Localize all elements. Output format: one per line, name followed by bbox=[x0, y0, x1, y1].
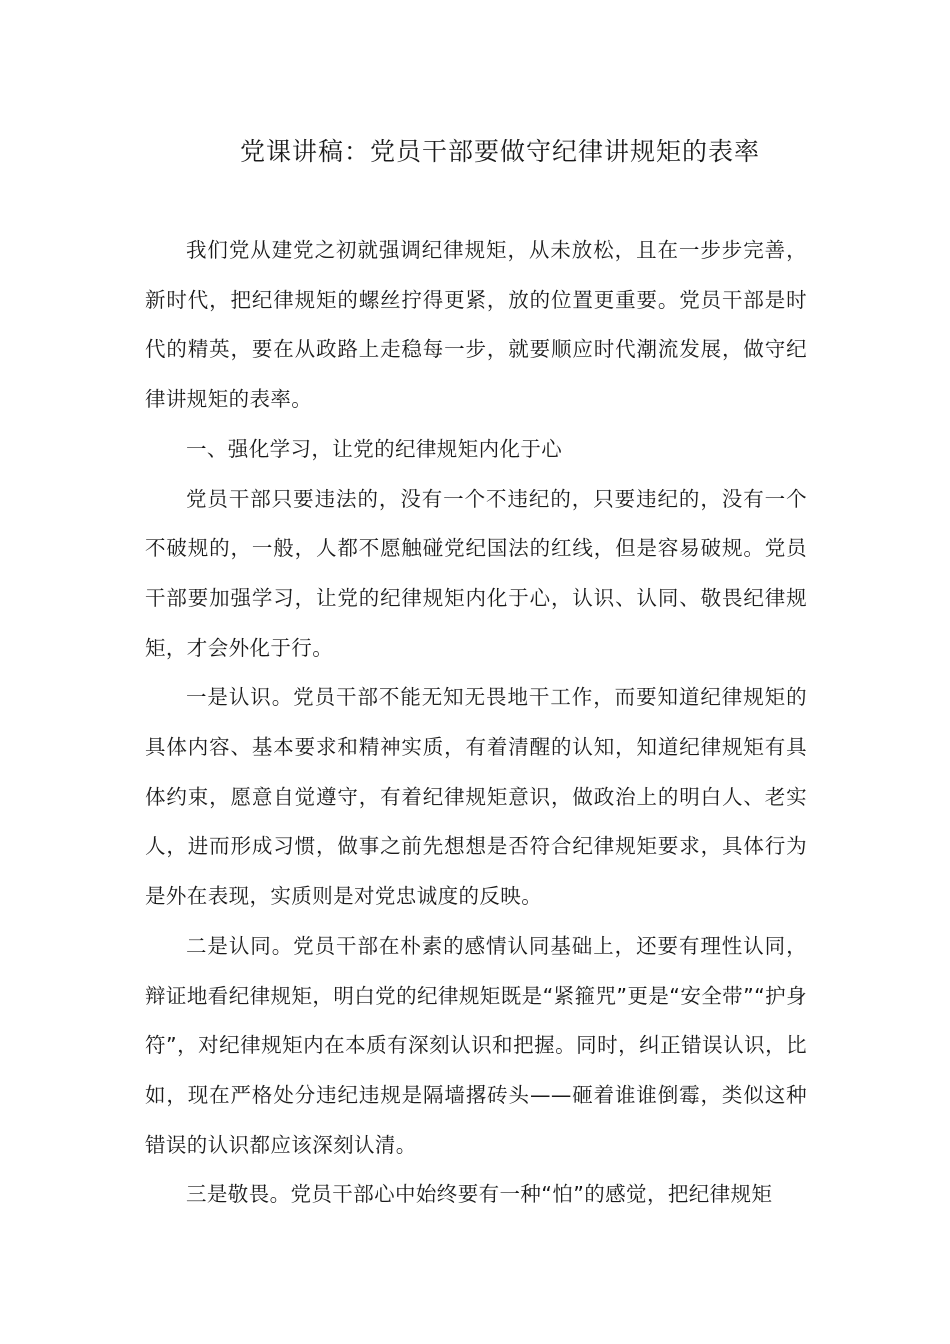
section-heading-1: 一、强化学习，让党的纪律规矩内化于心 bbox=[186, 436, 563, 461]
paragraph-point-1: 一是认识。党员干部不能无知无畏地干工作，而要知道纪律规矩的具体内容、基本要求和精神实质，有着清醒的认知，知道纪律规矩有具体约束，愿意自觉遵守，有着纪律规矩意识，做政治上的明白人、老实人，进而形成习惯，做事之前先想想是否符合纪律规矩要求，具体行为是外在表现，实质则是对党忠诚度的反映。 bbox=[145, 685, 807, 909]
paragraph-intro: 我们党从建党之初就强调纪律规矩，从未放松，且在一步步完善，新时代，把纪律规矩的螺丝拧得更紧，放的位置更重要。党员干部是时代的精英，要在从政路上走稳每一步，就要顺应时代潮流发展，做守纪律讲规矩的表率。 bbox=[145, 238, 807, 412]
paragraph-point-3: 三是敬畏。党员干部心中始终要有一种“怕”的感觉，把纪律规矩 bbox=[186, 1182, 773, 1207]
paragraph-section-1: 党员干部只要违法的，没有一个不违纪的，只要违纪的，没有一个不破规的，一般，人都不愿触碰党纪国法的红线，但是容易破规。党员干部要加强学习，让党的纪律规矩内化于心，认识、认同、敬畏纪律规矩，才会外化于行。 bbox=[145, 486, 807, 660]
paragraph-point-2: 二是认同。党员干部在朴素的感情认同基础上，还要有理性认同，辩证地看纪律规矩，明白党的纪律规矩既是“紧箍咒”更是“安全带”“护身符”，对纪律规矩内在本质有深刻认识和把握。同时，纠正错误认识，比如，现在严格处分违纪违规是隔墙撂砖头——砸着谁谁倒霉，类似这种错误的认识都应该深刻认清。 bbox=[145, 933, 807, 1157]
document-body bbox=[145, 226, 807, 1220]
document-title: 党课讲稿：党员干部要做守纪律讲规矩的表率 bbox=[239, 137, 760, 166]
